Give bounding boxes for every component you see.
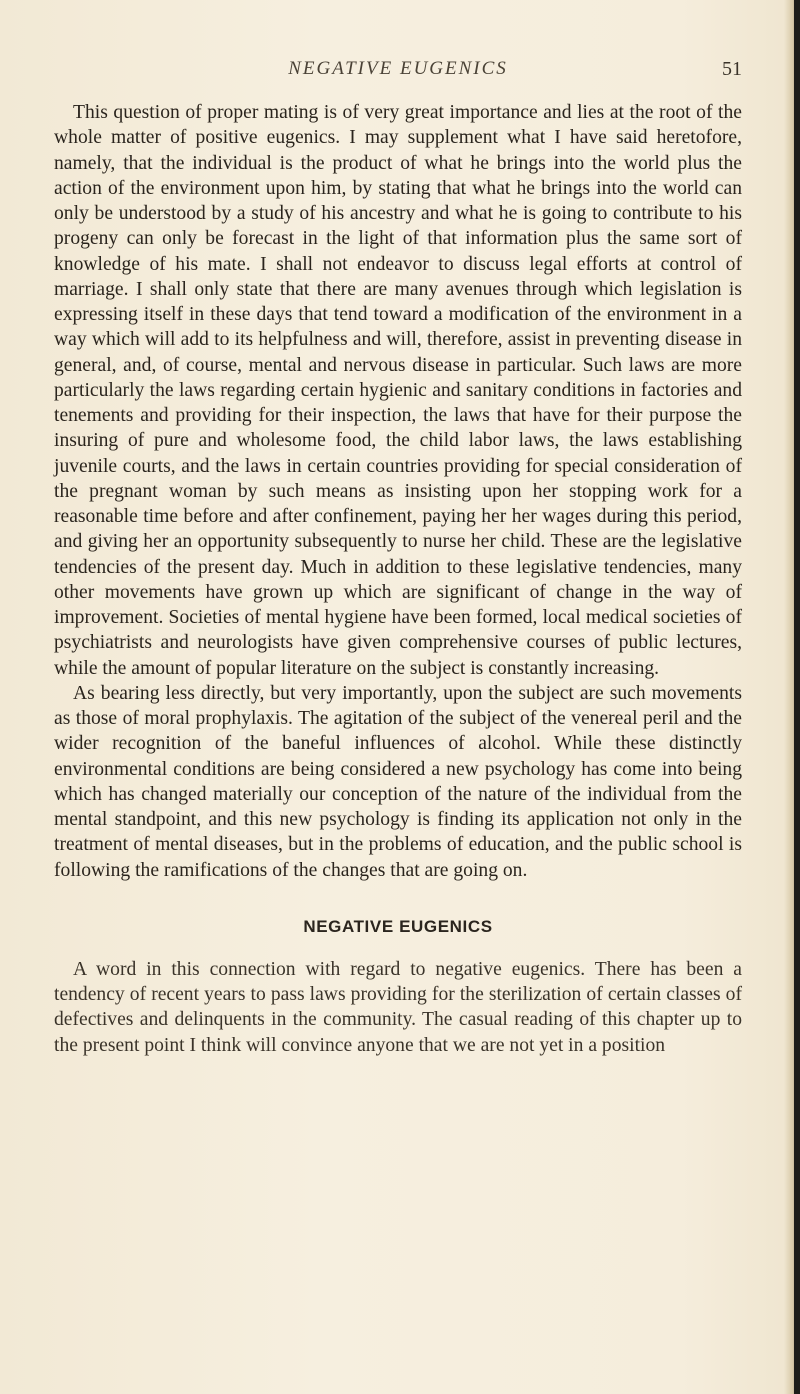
section-heading: NEGATIVE EUGENICS xyxy=(303,916,493,936)
running-title: NEGATIVE EUGENICS xyxy=(288,58,508,79)
paragraph-negative-eugenics: A word in this connection with regard to negative eugenics. There has been a tendency of recent years to pass laws providing for the sterilization of certain classes of defectives and delinquents in the community. The casual reading of this chapter up to the present point I think will convince anyone that we are not yet in a position xyxy=(54,958,742,1056)
page-number: 51 xyxy=(722,58,742,80)
paragraph-proper-mating: This question of proper mating is of very great importance and lies at the root of the whole matter of positive eugenics. I may supplement what I have said heretofore, namely, that the individual is the product of what he brings into the world plus the action of the environment upon him, by stating that what he brings into the world can only be understood by a study of his ancestry and what he is going to contribute to his progeny can only be forecast in the light of that information plus the same sort of knowledge of his mate. I shall not endeavor to discuss legal efforts at control of marriage. I shall only state that there are many avenues through which legislation is expressing itself in these days that tend toward a modification of the environment in a way which will add to its helpfulness and will, therefore, assist in preventing disease in general, and, of course, mental and nervous disease in particular. Such laws are more particularly the laws regarding certain hygienic and sanitary conditions in factories and tenements and providing for their inspection, the laws that have for their purpose the insuring of pure and wholesome food, the child labor laws, the laws establishing juvenile courts, and the laws in certain countries providing for special consideration of the pregnant woman by such means as insisting upon her stopping work for a reasonable time before and after confinement, paying her her wages during this period, and giving her an opportunity subsequently to nurse her child. These are the legislative tendencies of the present day. Much in addition to these legislative tendencies, many other movements have grown up which are significant of change in the way of improvement. Societies of mental hygiene have been formed, local medical societies of psychiatrists and neurologists have given comprehensive courses of public lectures, while the amount of popular literature on the subject is constantly increasing. xyxy=(54,102,742,679)
page-edge-border xyxy=(794,0,800,1394)
body-text xyxy=(54,100,742,1058)
running-head xyxy=(54,58,742,88)
paragraph-moral-prophylaxis: As bearing less directly, but very importantly, upon the subject are such movements as those of moral prophylaxis. The agitation of the subject of the venereal peril and the wider recognition of the baneful influences of alcohol. While these distinctly environmental conditions are being considered a new psychology has come into being which has changed materially our conception of the nature of the individual from the mental standpoint, and this new psychology is finding its application not only in the treatment of mental diseases, but in the problems of education, and the public school is following the ramifications of the changes that are going on. xyxy=(54,682,742,881)
